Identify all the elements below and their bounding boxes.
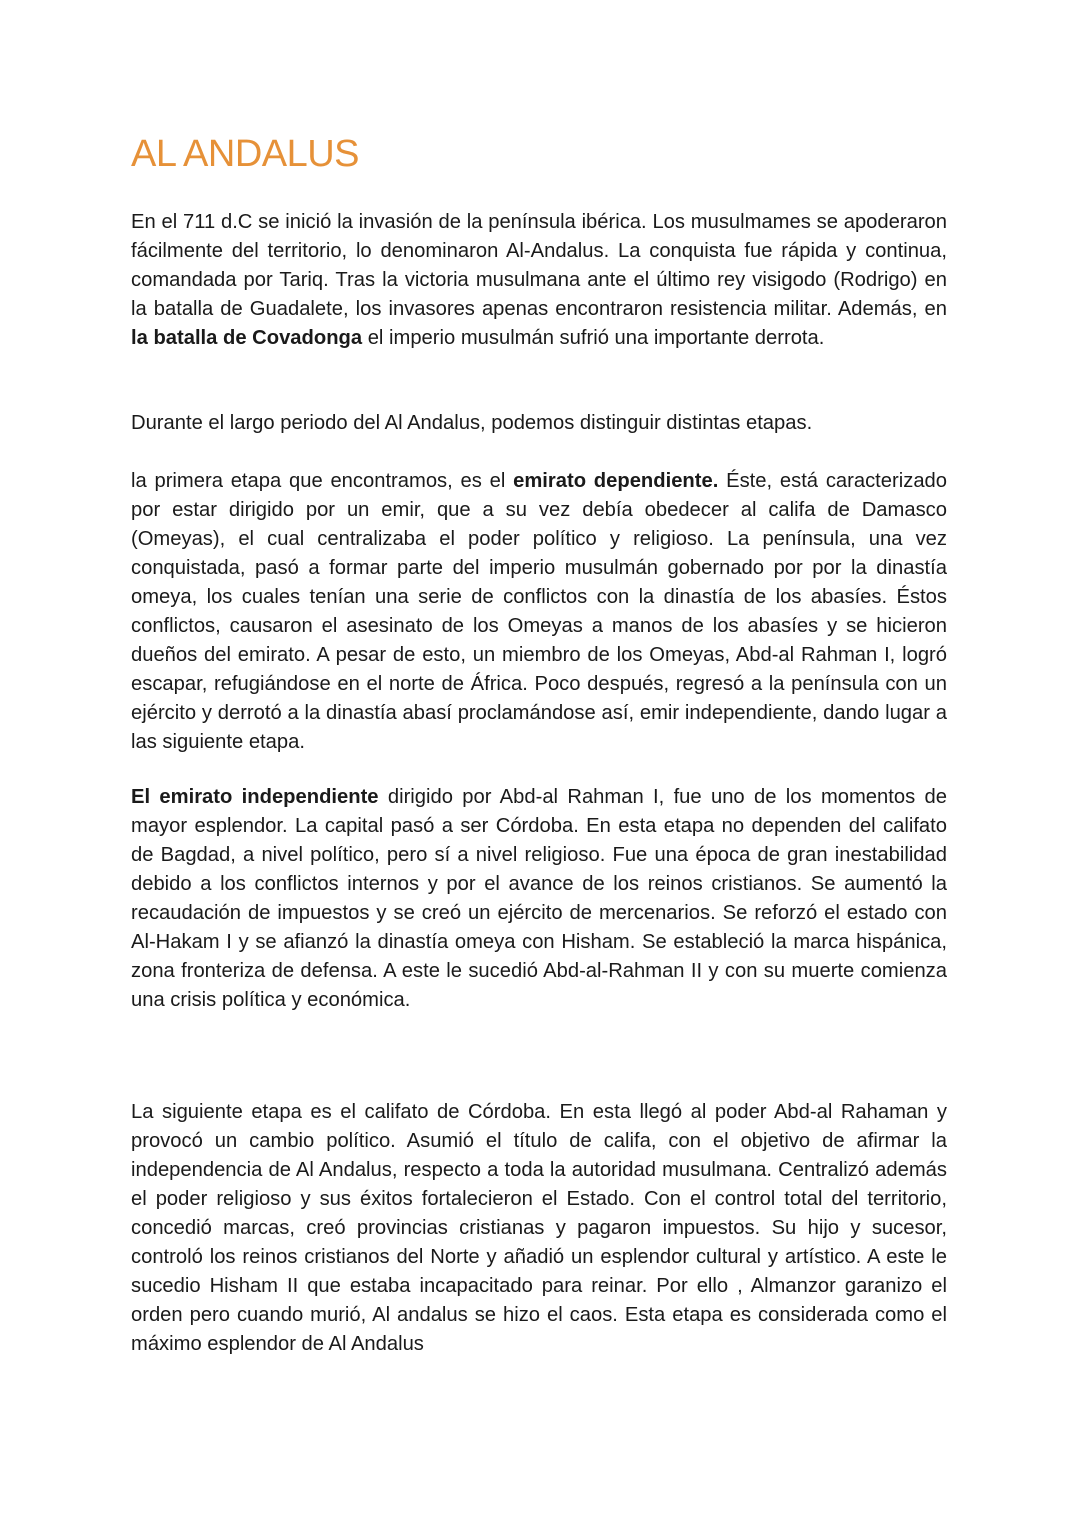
paragraph-text: Durante el largo periodo del Al Andalus, podemos distinguir distintas etapas. [131,412,813,434]
paragraph-califato-cordoba [131,1098,947,1359]
paragraph-text: la primera etapa que encontramos, es el [131,470,514,492]
paragraph-text: En el 711 d.C se inició la invasión de la península ibérica. Los musulmames se apoderaron fácilmente del territorio, lo denominaron Al-Andalus. La conquista fue rápida y continua, comandada por Tariq. Tras la victoria musulmana ante el último rey visigodo (Rodrigo) en la batalla de Guadalete, los invasores apenas encontraron resistencia militar. Además, en [131,211,947,320]
document-title: AL ANDALUS [131,133,360,175]
bold-phrase-emirato-dependiente: emirato dependiente. [513,470,719,492]
paragraph-emirato-dependiente [131,467,947,757]
bold-phrase-covadonga: la batalla de Covadonga [131,327,363,349]
paragraph-text: La siguiente etapa es el califato de Córdoba. En esta llegó al poder Abd-al Rahaman y provocó un cambio político. Asumió el título de califa, con el objetivo de afirmar la independencia de Al Andalus, respecto a toda la autoridad musulmana. Centralizó además el poder religioso y sus éxitos fortalecieron el Estado. Con el control total del territorio, concedió marcas, creó provincias cristianas y pagaron impuestos. Su hijo y sucesor, controló los reinos cristianos del Norte y añadió un esplendor cultural y artístico. A este le sucedio Hisham II que estaba incapacitado para reinar. Por ello , Almanzor garanizo el orden pero cuando murió, Al andalus se hizo el caos. Esta etapa es considerada como el máximo esplendor de Al Andalus [131,1101,947,1355]
bold-phrase-emirato-independiente: El emirato independiente [131,786,379,808]
paragraph-text: dirigido por Abd-al Rahman I, fue uno de los momentos de mayor esplendor. La capital pasó a ser Córdoba. En esta etapa no dependen del califato de Bagdad, a nivel político, pero sí a nivel religioso. Fue una época de gran inestabilidad debido a los conflictos internos y por el avance de los reinos cristianos. Se aumentó la recaudación de impuestos y se creó un ejército de mercenarios. Se reforzó el estado con Al-Hakam I y se afianzó la dinastía omeya con Hisham. Se estableció la marca hispánica, zona fronteriza de defensa. A este le sucedió Abd-al-Rahman II y con su muerte comienza una crisis política y económica. [131,786,947,1011]
paragraph-text: Éste, está caracterizado por estar dirigido por un emir, que a su vez debía obedecer al califa de Damasco (Omeyas), el cual centralizaba el poder político y religioso. La península, una vez conquistada, pasó a formar parte del imperio musulmán gobernado por por la dinastía omeya, los cuales tenían una serie de conflictos con la dinastía de los abasíes. Éstos conflictos, causaron el asesinato de los Omeyas a manos de los abasíes y se hicieron dueños del emirato. A pesar de esto, un miembro de los Omeyas, Abd-al Rahman I, logró escapar, refugiándose en el norte de África. Poco después, regresó a la península con un ejército y derrotó a la dinastía abasí proclamándose así, emir independiente, dando lugar a las siguiente etapa. [131,470,947,753]
paragraph-invasion [131,208,947,353]
paragraph-emirato-independiente [131,783,947,1015]
paragraph-etapas-intro [131,409,947,438]
paragraph-text: el imperio musulmán sufrió una importante derrota. [362,327,825,349]
